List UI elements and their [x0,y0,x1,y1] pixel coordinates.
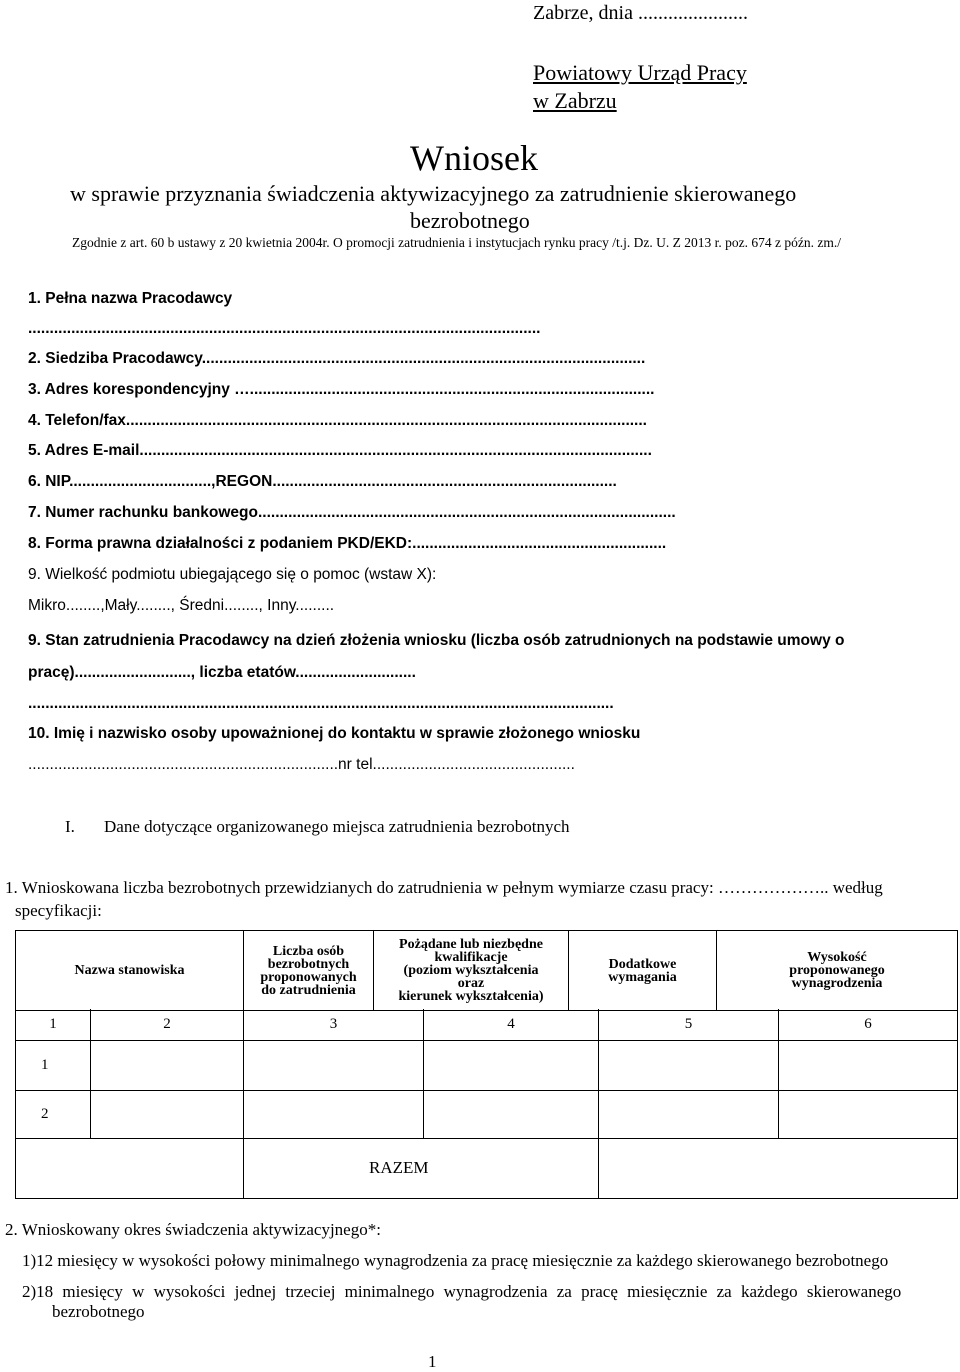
document-subtitle-line1: w sprawie przyznania świadczenia aktywizacyjnego za zatrudnienie skierowanego [70,181,797,206]
table-cell[interactable] [244,1040,424,1090]
table-cell[interactable] [91,1040,244,1090]
field-employment-values[interactable]: pracę)..........................., liczba etatów............................ [28,664,416,681]
field-entity-size-options[interactable]: Mikro........,Mały........, Średni........, Inny......... [28,597,335,614]
document-title: Wniosek [410,138,538,178]
table-cell[interactable] [424,1090,599,1138]
field-email[interactable]: 5. Adres E-mail....................................................................................................................... [28,442,652,459]
field-employer-name-dots[interactable]: ....................................................................................................................... [28,320,541,337]
field-nip-regon[interactable]: 6. NIP.................................,REGON................................................................................ [28,473,617,490]
field-employment-dots[interactable]: ........................................................................................................................................ [28,695,614,712]
table-cell[interactable] [599,1138,958,1198]
field-employer-name-label: 1. Pełna nazwa Pracodawcy [28,290,233,307]
col-number: 2 [91,1009,244,1040]
header-salary: Wysokość proponowanego wynagrodzenia [717,931,958,1011]
field-legal-form[interactable]: 8. Forma prawna działalności z podaniem PKD/EKD:........................................................... [28,535,667,552]
place-date: Zabrze, dnia ...................... [533,2,748,24]
table-cell[interactable] [779,1090,958,1138]
row-label: 1 [16,1040,91,1090]
total-label: RAZEM [244,1138,599,1198]
field-contact-person-line[interactable]: ........................................................................nr tel............................................... [28,756,575,773]
row-label: 2 [16,1090,91,1138]
table-cell[interactable] [779,1040,958,1090]
point2-option2-line2: bezrobotnego [52,1302,145,1321]
header-additional-requirements: Dodatkowe wymagania [569,931,717,1011]
point2-title: 2. Wnioskowany okres świadczenia aktywizacyjnego*: [5,1220,381,1239]
point1-line2: specyfikacji: [15,901,102,920]
office-name-line1: Powiatowy Urząd Pracy [533,60,747,85]
header-position-name: Nazwa stanowiska [16,931,244,1011]
section-number: I. [65,817,75,836]
field-phone-fax[interactable]: 4. Telefon/fax......................................................................................................................... [28,412,647,429]
table-total-row [16,1138,958,1198]
section-title: Dane dotyczące organizowanego miejsca zatrudnienia bezrobotnych [104,817,570,836]
col-number: 3 [244,1009,424,1040]
table-row [16,1040,958,1090]
office-name-line2: w Zabrzu [533,88,617,113]
document-subtitle-line2: bezrobotnego [410,208,530,233]
table-row [16,1090,958,1138]
table-row [16,1009,958,1040]
col-number: 4 [424,1009,599,1040]
legal-basis: Zgodnie z art. 60 b ustawy z 20 kwietnia 2004r. O promocji zatrudnienia i instytucjach rynku pracy /t.j. Dz. U. Z 2013 r. poz. 674 z późn. zm./ [72,235,841,250]
col-number: 5 [599,1009,779,1040]
table-cell[interactable] [424,1040,599,1090]
col-number: 6 [779,1009,958,1040]
table-cell[interactable] [599,1040,779,1090]
col-number: 1 [16,1009,91,1040]
table-cell[interactable] [599,1090,779,1138]
point2-option1: 1)12 miesięcy w wysokości połowy minimalnego wynagrodzenia za pracę miesięcznie za każdego skierowanego bezrobotnego [22,1251,889,1270]
header-qualifications: Pożądane lub niezbędne kwalifikacje (poziom wykształcenia oraz kierunek wykształcenia) [374,931,569,1011]
field-correspondence-address[interactable]: 3. Adres korespondencyjny ….............................................................................................. [28,381,655,398]
positions-table-body [15,1009,958,1199]
point1-line1: 1. Wnioskowana liczba bezrobotnych przewidzianych do zatrudnienia w pełnym wymiarze czasu pracy: ……………….. według [5,878,883,897]
point2-option2-line1: 2)18 miesięcy w wysokości jednej trzeciej minimalnego wynagrodzenia za pracę miesięcznie za każdego skierowanego [22,1282,902,1301]
header-unemployed-count: Liczba osób bezrobotnych proponowanych do zatrudnienia [244,931,374,1011]
field-contact-person-label: 10. Imię i nazwisko osoby upoważnionej do kontaktu w sprawie złożonego wniosku [28,725,641,742]
positions-table [15,930,958,1011]
table-cell[interactable] [91,1090,244,1138]
table-header-row [16,931,958,1011]
page-number: 1 [428,1352,437,1371]
field-bank-account[interactable]: 7. Numer rachunku bankowego................................................................................................. [28,504,676,521]
field-employer-seat[interactable]: 2. Siedziba Pracodawcy....................................................................................................... [28,350,646,367]
field-entity-size-label: 9. Wielkość podmiotu ubiegającego się o pomoc (wstaw X): [28,566,437,583]
field-employment-label: 9. Stan zatrudnienia Pracodawcy na dzień złożenia wniosku (liczba osób zatrudnionych na podstawie umowy o [28,632,845,649]
table-cell[interactable] [244,1090,424,1138]
table-cell [16,1138,244,1198]
